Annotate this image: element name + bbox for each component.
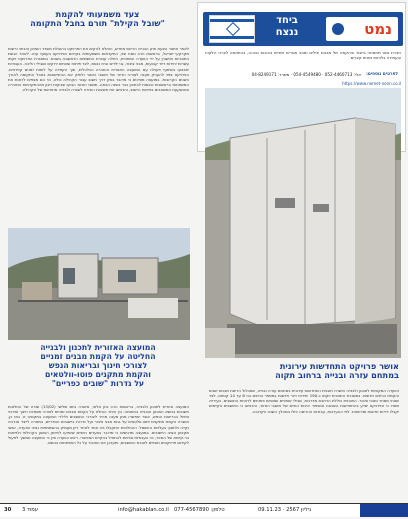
ad-brand-logo bbox=[326, 17, 398, 41]
right-column bbox=[197, 2, 406, 498]
modular-building-image bbox=[205, 88, 401, 358]
ad-contact: אלי: 052-4460713 · 054-4549480 · משרד: 04-8249171 bbox=[251, 72, 361, 77]
ad-brand: נמט bbox=[364, 20, 392, 38]
left-bottom-body: המועצה אזורית לתכנון ולבנייה, בראשות הרב נתן אלוני, אישרה ביום שלישי (13/02) שורה של החלטות חשובות בנושא התכנון והבנייה בתחומה. בין היתר הוחלט על הקמת מבנים זמניים לצורכי מוסדות חינוך ומרכזי טיפול בבריאות הנפש, אשר יאפשרו מתן מענה מהיר לצורכי התושבים ולילדי המועצה בתקופה זו. כמו כן, אושרה הקמת מתקנים פוטו-וולטאים על גגות מבני ציבור ועל גדרות ביישובים הכפריים, במטרה לייצר אנרגיה נקייה ולחסוך בעלויות החשמל. ההחלטות התקבלו פה אחד לאחר דיון מעמיק בהשתתפות נציגי הוועדה, אנשי מקצוע ונציגי היישובים. במועצה מדגישים כי מדובר בצעדים חיוניים שיסייעו לחיזוק החוסן הקהילתי ולפיתוח בר-קיימא של האזור, וכי העבודות צפויות להתחיל בהקדם האפשרי. ראש הוועדה ציין כי המועצה תמשיך לפעול לקידום פרויקטים נוספים לטובת התושבים, ותעדכן את הציבור על כל התפתחות בנושא. bbox=[8, 404, 189, 446]
footer-brand-badge bbox=[360, 504, 408, 517]
footer-phone: טלפון: 077-4567890 bbox=[174, 507, 225, 513]
ad-tagline: ביחד ננצח bbox=[275, 15, 299, 38]
right-bottom-body: הוועדה המקומית לתכנון ולבנייה אישרה תוכנית התחדשות עירונית במתחם עזרה ובנייה, שתכלול הריסת מבנים ישנים והקמת בניינים חדשים. במסגרת התוכנית יוקמו כ-190 יחידות דיור חדשות במספר בניינים בני 8 עד 14 קומות, לצד שטחי מסחר ומבני ציבור. התוכנית כוללת הרחבת מדרכות, שבילי אופניים ושטחים פתוחים לרווחת התושבים. בעירייה מסרו כי הפרויקט יסייע בהתחדשות השכונה ובשיפור איכות החיים של תושבי האזור, והדגישו כי התושבים הקיימים יקבלו דירות חדשות ומרווחות. לפי ההערכות, עבודות ההריסה יחלו במהלך השנה הקרובה. bbox=[209, 388, 399, 414]
ad-header bbox=[203, 12, 403, 46]
left-column bbox=[2, 2, 193, 498]
ad-url[interactable]: https://www.nemet-nonn.co.il bbox=[342, 81, 401, 86]
footer-section: עמוד 3 bbox=[22, 507, 38, 513]
page-footer bbox=[0, 503, 408, 517]
footer-issue: גיליון 2567 · 09.11.23 bbox=[258, 507, 312, 513]
ad-contact-label: לפרטים נוספים: bbox=[366, 72, 398, 77]
left-bottom-title: המועצה האזורית לתכנון ולבנייה החליטה על הקמת מבנים זמניים לצורכי חינוך ובריאות הנפש והקמת מתקנים פוטו-וולטאים על גדרות "שובים כפריים" bbox=[40, 343, 156, 388]
nemet-logo-icon bbox=[332, 23, 344, 35]
israel-flag-icon bbox=[209, 15, 255, 43]
portable-classroom-image bbox=[8, 228, 190, 340]
footer-page-number: 30 bbox=[4, 507, 12, 513]
right-bottom-title: אושר פרויקט התחדשות עירונית במתחם עזרה ובנייה ברחוב תקוה bbox=[275, 361, 399, 381]
portable-classroom-illustration bbox=[8, 228, 190, 340]
modular-building-illustration bbox=[205, 88, 401, 358]
ad-body: חברת נמט מתמחה בייצור ובהקמה של מבנים יבילים ומבני מגורים זמניים באיכות גבוהה, בהתאמה לצרכי הלקוח ובעמידה בלוחות זמנים קצרים. bbox=[205, 50, 401, 61]
left-top-title: צעד משמעותי להקמת "שובל הקילת" תורם בחבל התקומה bbox=[30, 9, 165, 29]
left-top-body: לאחר אישור הצעת חוק הבנייה הרישוי מחדש, הוחלט להקים את הפרויקט בהובלת משרד השיכון והבינוי ורשות מקרקעי ישראל, בראשות הרב נוסח שני, התקדמות משמעותית בקידום הפרויקט בעוטף עזה. לאחר הגשת התוכניות ואישורן על ידי הוועדה המחוזית, החלה עבודת התשתיות הראשונה בשטח. במסגרת הפרויקט יוקמו עשרות יחידות דיור קבועות, מבני ציבור, גני ילדים ובית כנסת, לצד פיתוח שטחים ירוקים ושבילי הליכה. העבודות יתבצעו בשיתוף פעולה עם המועצה האזורית והחברה הכלכלית, תוך הקפדה על לוחות זמנים קפדניים. הפרויקט צפוי להעניק מענה לצורכי הדיור של תושבי האזור ולחזק את ההתיישבות בחבל התקומה לאורך השנים הקרובות. במועצה מציינים כי מדובר בציון דרך חשוב עבור הקהילה כולה, וכי הם מצפים לראות את המשפחות הראשונות נכנסות לבתיהן כבר בשנה הבאה. תושבי האזור הביעו שביעות רצון מההתקדמות המהירה ומהשקעת המשאבים בפיתוח היישוב, והדגישו את חשיבות החזרה לשגרה ולבנייה מחודשת של הקהילה. bbox=[8, 46, 189, 93]
footer-email[interactable]: info@hakablan.co.il bbox=[118, 507, 169, 513]
